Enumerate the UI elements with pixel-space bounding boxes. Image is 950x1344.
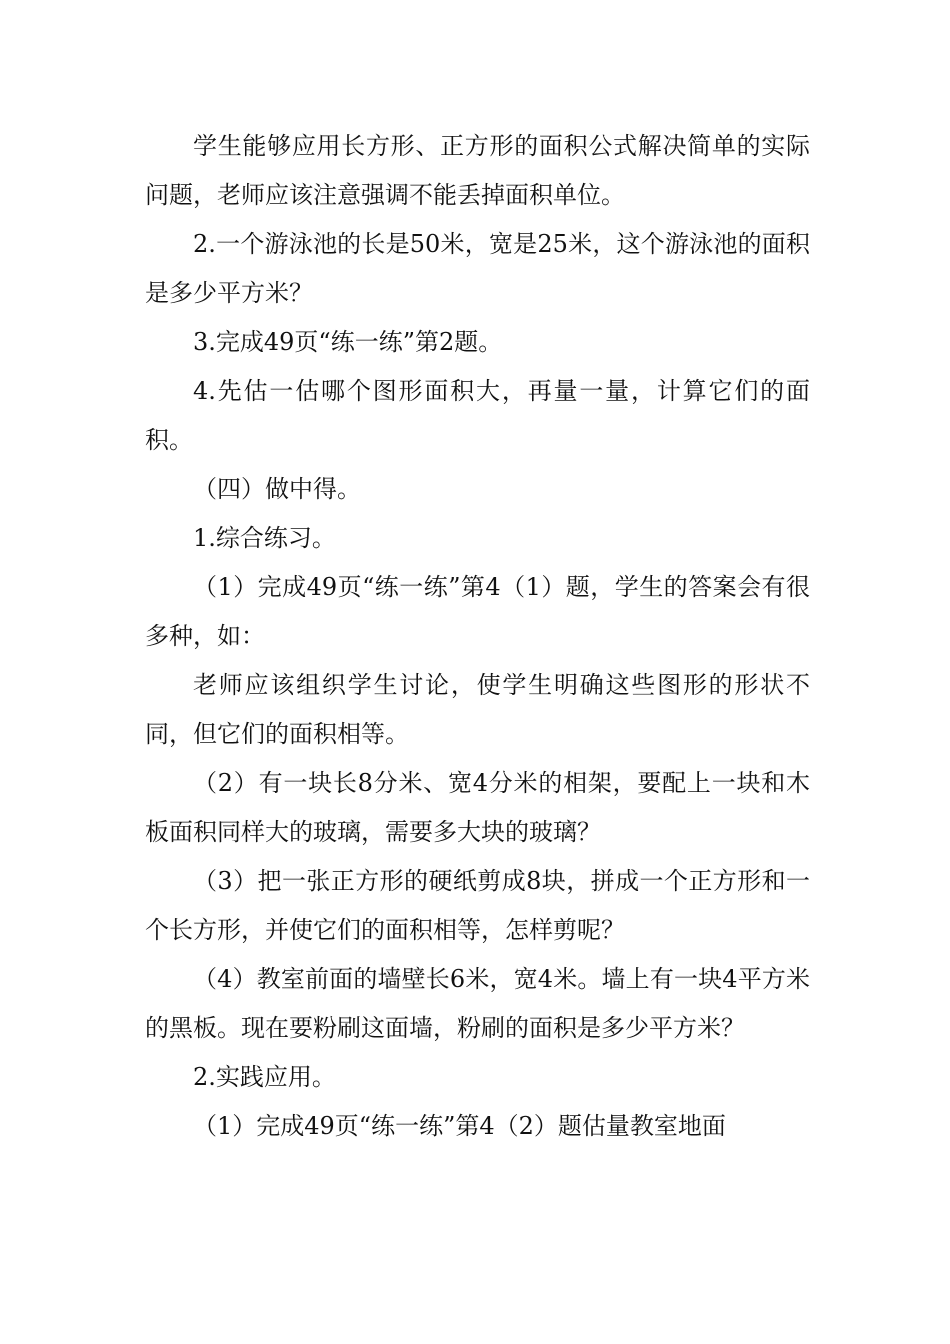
paragraph-question-3: 3.完成49页“练一练”第2题。 [193,328,503,356]
paragraph-teacher-note: 老师应该组织学生讨论，使学生明确这些图形的形状不同，但它们的面积相等。 [145,671,810,748]
paragraph-item-1: （1）完成49页“练一练”第4（1）题，学生的答案会有很多种，如： [145,573,810,650]
document-body [145,122,810,1151]
subheading-practical-application: 2.实践应用。 [193,1063,336,1091]
paragraph-item-4: （4）教室前面的墙壁长6米，宽4米。墙上有一块4平方米的黑板。现在要粉刷这面墙，粉刷的面积是多少平方米？ [145,965,810,1042]
paragraph-item-3: （3）把一张正方形的硬纸剪成8块，拼成一个正方形和一个长方形，并使它们的面积相等，怎样剪呢？ [145,867,810,944]
section-heading-four: （四）做中得。 [193,475,361,503]
subheading-comprehensive-practice: 1.综合练习。 [193,524,336,552]
paragraph-question-2: 2.一个游泳池的长是50米，宽是25米，这个游泳池的面积是多少平方米？ [145,230,810,307]
paragraph-item-2: （2）有一块长8分米、宽4分米的相架，要配上一块和木板面积同样大的玻璃，需要多大块的玻璃？ [145,769,810,846]
paragraph-practice-item-1: （1）完成49页“练一练”第4（2）题估量教室地面 [193,1112,726,1140]
paragraph-question-4: 4.先估一估哪个图形面积大，再量一量，计算它们的面积。 [145,377,810,454]
paragraph-intro: 学生能够应用长方形、正方形的面积公式解决简单的实际问题，老师应该注意强调不能丢掉面积单位。 [145,132,810,209]
